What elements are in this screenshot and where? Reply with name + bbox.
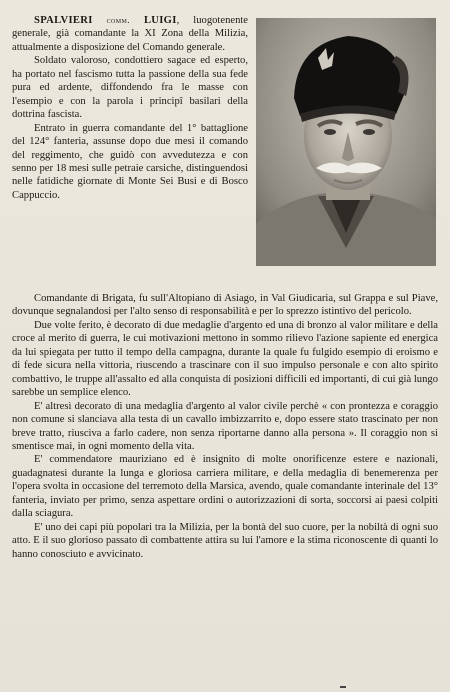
intro-paragraph: [12, 14, 248, 54]
paragraph-side-1: Soldato valoroso, condottiero sagace ed esperto, ha portato nel fascismo tutta la passione della sua fede pura ed ardente, diffondendo fra le masse con l'esempio e con la parola i principî basilari della dottrina fascista.: [12, 55, 248, 121]
paragraph-full-1: Comandante di Brigata, fu sull'Altopiano di Asiago, in Val Giudicaria, sul Grappa e sul Piave, dovunque segnalandosi per l'alto senso di responsabilità e per lo sprezzo istintivo del pericolo.: [12, 293, 438, 318]
paragraph-full-3: E' altresì decorato di una medaglia d'argento al valor civile perchè « con prontezza e coraggio non comune si slanciava alla testa di un cavallo imbizzarrito e, dopo essere stato trascinato per non breve tratto, riusciva a farlo cadere, non senza riportarne danno alla persona ». Il coraggio non si smentisce mai, in ogni momento della vita.: [12, 400, 438, 452]
print-mark: [340, 686, 346, 688]
person-first-name: LUIGI: [143, 15, 177, 26]
full-text-column: [12, 292, 438, 561]
portrait-photo-icon: [256, 18, 436, 266]
intro-text: , luogotenente generale, già comandante la XI Zona della Milizia, attualmente a disposizione del Comando generale.: [12, 15, 249, 53]
paragraph-full-4: E' commendatore mauriziano ed è insignito di molte onorificenze estere e nazionali, guadagnatesi durante la lunga e gloriosa carriera militare, e della medaglia di benemerenza per l'opera svolta in occasione del terremoto della Marsica, avendo, quale comandante interinale del 13° fanteria, inviato per primo, senza aspettare ordini o autorizzazioni di sorta, soccorsi ai paesi colpiti dalla sciagura.: [12, 454, 438, 520]
paragraph-side-2: Entrato in guerra comandante del 1° battaglione del 124° fanteria, assunse dopo due mesi il comando del reggimento, che guidò con avvedutezza e con senno per 18 mesi sulle petraie carsiche, distinguendosi nelle fatidiche giornate di Monte Sei Busi e di Bosco Cappuccio.: [12, 122, 248, 201]
paragraph-full-2: Due volte ferito, è decorato di due medaglie d'argento ed una di bronzo al valor militare e della croce al merito di guerra, le cui motivazioni mettono in sommo rilievo l'azione sapiente ed energica da lui spiegata per tutto il tempo della campagna, durante la quale fu fulgido esempio di eroismo e di fede sicura nella vittoria, riuscendo a trascinare con il suo impulso personale e con alto spirito combattivo, le truppe all'assalto ed alla conquista di posizioni difficili ed importanti, di cui già lungo sarebbe un semplice elenco.: [12, 319, 438, 399]
portrait-photo: [256, 18, 436, 266]
side-text-column: [12, 14, 248, 202]
paragraph-full-5: E' uno dei capi più popolari tra la Milizia, per la bontà del suo cuore, per la nobiltà di ogni suo atto. E il suo glorioso passato di combattente attira su lui l'amore e la stima riconoscente di quanti lo hanno conosciuto e avvicinato.: [12, 521, 438, 560]
person-surname: SPALVIERI: [34, 15, 93, 26]
person-rank: comm.: [106, 15, 130, 25]
